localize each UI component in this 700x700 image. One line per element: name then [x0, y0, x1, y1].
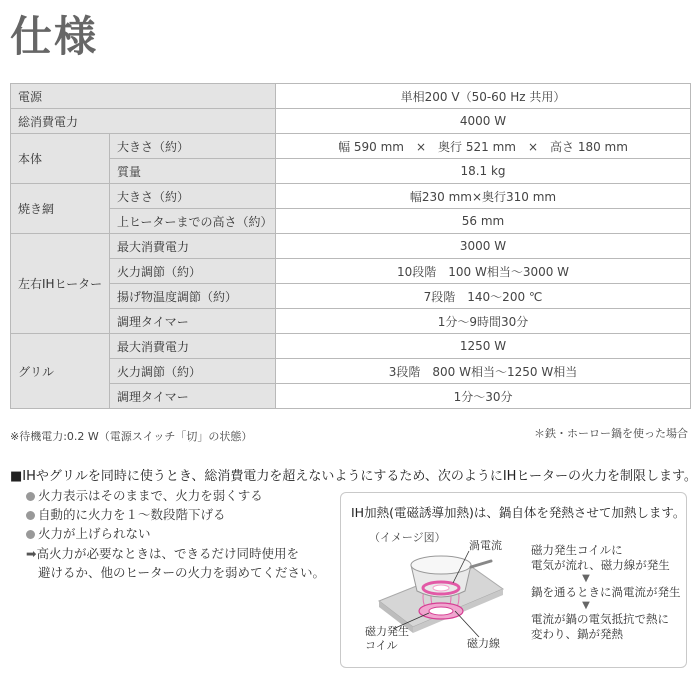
spec-value: 18.1 kg: [276, 159, 691, 184]
spec-group-grill-net: 焼き網: [11, 184, 110, 234]
table-row: [11, 234, 691, 259]
pan-type-note: ＊鉄・ホーロー鍋を使った場合: [534, 427, 688, 440]
table-row: [11, 259, 691, 284]
leader-line-flux: [455, 611, 479, 637]
spec-sublabel: 調理タイマー: [110, 384, 276, 409]
spec-group-ih-heater: 左右IHヒーター: [11, 234, 110, 334]
label-eddy-current: 渦電流: [469, 539, 502, 552]
label-magnetic-coil: 磁力発生 コイル: [365, 625, 409, 652]
power-limit-list: [26, 486, 263, 543]
spec-sublabel: 火力調節（約）: [110, 259, 276, 284]
table-row: [11, 109, 691, 134]
simultaneous-use-advice: ➡高火力が必要なときは、できるだけ同時使用を 避けるか、他のヒーターの火力を弱めてください。: [26, 546, 326, 580]
down-triangle-icon: ▼: [582, 600, 590, 611]
table-row: [11, 159, 691, 184]
spec-group-body: 本体: [11, 134, 110, 184]
spec-table: [10, 83, 691, 409]
bullet-dot-icon: [26, 511, 35, 520]
step-3: 電流が鍋の電気抵抗で熱に 変わり、鍋が発熱: [531, 612, 669, 641]
spec-group-grill: グリル: [11, 334, 110, 409]
image-caption: （イメージ図）: [369, 531, 446, 544]
power-limit-heading: ■IHやグリルを同時に使うとき、総消費電力を超えないようにするため、次のようにIHヒーターの火力を制限します。: [10, 469, 697, 484]
pot-handle-shape: [471, 561, 491, 567]
step-2: 鍋を通るときに渦電流が発生: [531, 585, 681, 599]
table-row: [11, 384, 691, 409]
spec-sublabel: 大きさ（約）: [110, 134, 276, 159]
eddy-current-core-shape: [433, 585, 449, 591]
spec-label-power-source: 電源: [11, 84, 276, 109]
down-triangle-icon: ▼: [582, 573, 590, 584]
spec-value: 1250 W: [276, 334, 691, 359]
spec-value: 10段階 100 W相当～3000 W: [276, 259, 691, 284]
spec-sublabel: 質量: [110, 159, 276, 184]
spec-value-power-source: 単相200 V（50-60 Hz 共用）: [276, 84, 691, 109]
spec-sublabel: 火力調節（約）: [110, 359, 276, 384]
spec-value: 幅 590 mm × 奥行 521 mm × 高さ 180 mm: [276, 134, 691, 159]
step-1: 磁力発生コイルに 電気が流れ、磁力線が発生: [531, 543, 670, 572]
spec-sublabel: 最大消費電力: [110, 334, 276, 359]
ih-heating-steps: [531, 543, 681, 642]
spec-value: 3段階 800 W相当～1250 W相当: [276, 359, 691, 384]
ih-heating-explanation-box: [340, 492, 687, 668]
ih-heading: IH加熱(電磁誘導加熱)は、鍋自体を発熱させて加熱します。: [351, 505, 686, 520]
bullet-dot-icon: [26, 530, 35, 539]
spec-label-total-power: 総消費電力: [11, 109, 276, 134]
list-item: 火力表示はそのままで、火力を弱くする: [26, 486, 263, 505]
bullet-dot-icon: [26, 492, 35, 501]
table-row: [11, 309, 691, 334]
spec-value: 56 mm: [276, 209, 691, 234]
table-row: [11, 334, 691, 359]
table-row: [11, 359, 691, 384]
spec-value: 3000 W: [276, 234, 691, 259]
table-row: [11, 209, 691, 234]
spec-value: 7段階 140～200 ℃: [276, 284, 691, 309]
spec-sublabel: 揚げ物温度調節（約）: [110, 284, 276, 309]
spec-sublabel: 上ヒーターまでの高さ（約）: [110, 209, 276, 234]
table-row: [11, 184, 691, 209]
table-row: [11, 84, 691, 109]
spec-sublabel: 最大消費電力: [110, 234, 276, 259]
right-arrow-icon: ➡: [26, 546, 37, 561]
spec-value: 1分～9時間30分: [276, 309, 691, 334]
table-row: [11, 284, 691, 309]
standby-power-note: ※待機電力:0.2 W（電源スイッチ「切」の状態）: [10, 430, 253, 443]
page-title: 仕様: [10, 12, 99, 61]
spec-sublabel: 調理タイマー: [110, 309, 276, 334]
spec-sublabel: 大きさ（約）: [110, 184, 276, 209]
list-item: 火力が上げられない: [26, 524, 263, 543]
coil-center-shape: [429, 607, 453, 615]
spec-value-total-power: 4000 W: [276, 109, 691, 134]
table-row: [11, 134, 691, 159]
list-item: 自動的に火力を１～数段階下げる: [26, 505, 263, 524]
spec-value: 幅230 mm×奥行310 mm: [276, 184, 691, 209]
label-magnetic-flux: 磁力線: [467, 637, 500, 650]
spec-value: 1分～30分: [276, 384, 691, 409]
